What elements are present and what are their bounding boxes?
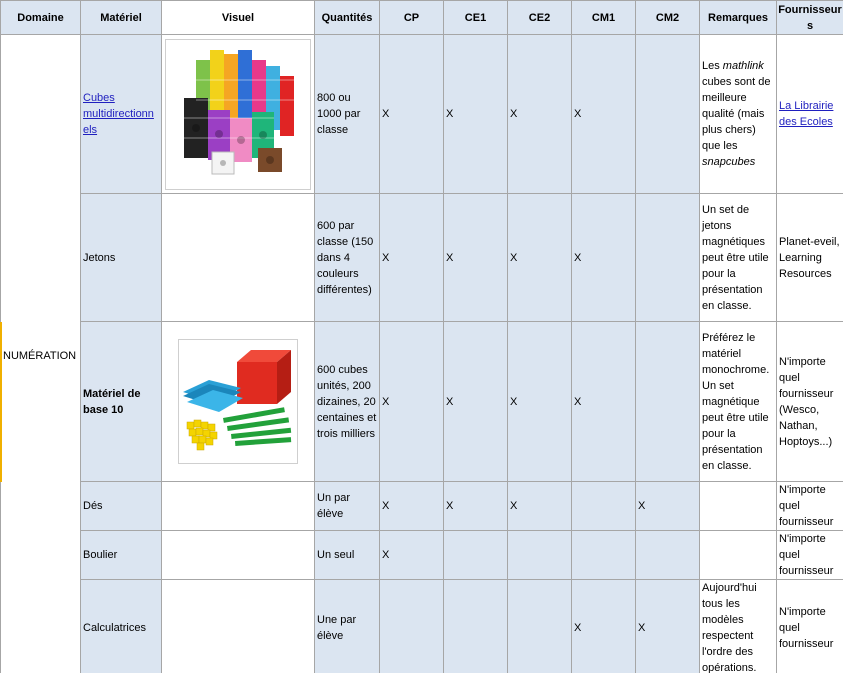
base-ten-blocks-image	[178, 339, 298, 464]
remarque-emphasis: snapcubes	[702, 156, 756, 168]
table-row	[1, 482, 843, 531]
cm1-cell[interactable]: X	[572, 580, 636, 673]
materiel-cell[interactable]	[81, 35, 162, 194]
ce1-cell[interactable]: X	[444, 482, 508, 531]
cm2-cell[interactable]: X	[636, 482, 700, 531]
table-row	[1, 322, 843, 482]
fournisseur-cell[interactable]	[777, 35, 843, 194]
table-row	[1, 531, 843, 580]
multilink-cubes-image	[165, 39, 311, 190]
header-visuel[interactable]: Visuel	[162, 1, 315, 35]
quantites-cell[interactable]: 600 cubes unités, 200 dizaines, 20 centaines et trois milliers	[315, 322, 380, 482]
materiel-cell[interactable]: Boulier	[81, 531, 162, 580]
table-row	[1, 35, 843, 194]
ce1-cell[interactable]	[444, 531, 508, 580]
quantites-cell[interactable]: 600 par classe (150 dans 4 couleurs différentes)	[315, 194, 380, 322]
header-ce1[interactable]: CE1	[444, 1, 508, 35]
materiel-cell[interactable]: Dés	[81, 482, 162, 531]
cm1-cell[interactable]: X	[572, 35, 636, 194]
domain-cell[interactable]	[1, 35, 81, 673]
cp-cell[interactable]: X	[380, 194, 444, 322]
header-fournisseurs[interactable]: Fournisseurs	[777, 1, 843, 35]
ce2-cell[interactable]	[508, 580, 572, 673]
materiel-cell[interactable]: Matériel de base 10	[81, 322, 162, 482]
remarques-cell[interactable]	[700, 482, 777, 531]
cm2-cell[interactable]	[636, 531, 700, 580]
materiel-cell[interactable]: Jetons	[81, 194, 162, 322]
cm2-cell[interactable]	[636, 35, 700, 194]
quantites-cell[interactable]: Un par élève	[315, 482, 380, 531]
remarque-text: Les	[702, 60, 723, 72]
cm2-cell[interactable]	[636, 194, 700, 322]
cm2-cell[interactable]: X	[636, 580, 700, 673]
cm1-cell[interactable]	[572, 482, 636, 531]
header-cp[interactable]: CP	[380, 1, 444, 35]
visuel-cell[interactable]	[162, 580, 315, 673]
ce1-cell[interactable]: X	[444, 322, 508, 482]
cm2-cell[interactable]	[636, 322, 700, 482]
header-materiel[interactable]: Matériel	[81, 1, 162, 35]
header-cm2[interactable]: CM2	[636, 1, 700, 35]
cp-cell[interactable]: X	[380, 531, 444, 580]
fournisseur-cell[interactable]: N'importe quel fournisseur	[777, 580, 843, 673]
remarques-cell[interactable]: Aujourd'hui tous les modèles respectent l'ordre des opérations.	[700, 580, 777, 673]
remarques-cell[interactable]	[700, 531, 777, 580]
cp-cell[interactable]	[380, 580, 444, 673]
remarque-text: cubes sont de meilleure qualité (mais plus chers) que les	[702, 76, 771, 152]
domain-label: NUMÉRATION	[3, 349, 77, 362]
remarque-emphasis: mathlink	[722, 60, 764, 72]
materiel-link-cubes[interactable]: Cubes multidirectionnels	[83, 92, 154, 136]
ce2-cell[interactable]: X	[508, 35, 572, 194]
ce2-cell[interactable]: X	[508, 194, 572, 322]
fournisseur-link-librairie[interactable]: La Librairie des Ecoles	[779, 100, 834, 128]
ce2-cell[interactable]: X	[508, 322, 572, 482]
row-selection-edge	[0, 322, 2, 482]
materiel-cell[interactable]: Calculatrices	[81, 580, 162, 673]
cm1-cell[interactable]: X	[572, 194, 636, 322]
header-ce2[interactable]: CE2	[508, 1, 572, 35]
fournisseur-cell[interactable]: N'importe quel fournisseur	[777, 482, 843, 531]
fournisseur-cell[interactable]: N'importe quel fournisseur (Wesco, Nathan, Hoptoys...)	[777, 322, 843, 482]
header-domaine[interactable]: Domaine	[1, 1, 81, 35]
remarques-cell[interactable]: Préférez le matériel monochrome. Un set magnétique peut être utile pour la présentation en classe.	[700, 322, 777, 482]
ce1-cell[interactable]: X	[444, 35, 508, 194]
quantites-cell[interactable]: 800 ou 1000 par classe	[315, 35, 380, 194]
fournisseur-cell[interactable]: N'importe quel fournisseur	[777, 531, 843, 580]
cp-cell[interactable]: X	[380, 322, 444, 482]
ce2-cell[interactable]: X	[508, 482, 572, 531]
visuel-cell[interactable]	[162, 35, 315, 194]
ce2-cell[interactable]	[508, 531, 572, 580]
remarques-cell[interactable]: Un set de jetons magnétiques peut être utile pour la présentation en classe.	[700, 194, 777, 322]
visuel-cell[interactable]	[162, 322, 315, 482]
remarques-cell[interactable]	[700, 35, 777, 194]
ce1-cell[interactable]	[444, 580, 508, 673]
cp-cell[interactable]: X	[380, 482, 444, 531]
visuel-cell[interactable]	[162, 531, 315, 580]
quantites-cell[interactable]: Une par élève	[315, 580, 380, 673]
fournisseur-cell[interactable]: Planet-eveil, Learning Resources	[777, 194, 843, 322]
table-row	[1, 580, 843, 673]
cp-cell[interactable]: X	[380, 35, 444, 194]
header-row	[1, 1, 843, 35]
header-quantites[interactable]: Quantités	[315, 1, 380, 35]
table-row	[1, 194, 843, 322]
header-cm1[interactable]: CM1	[572, 1, 636, 35]
quantites-cell[interactable]: Un seul	[315, 531, 380, 580]
ce1-cell[interactable]: X	[444, 194, 508, 322]
header-remarques[interactable]: Remarques	[700, 1, 777, 35]
cm1-cell[interactable]	[572, 531, 636, 580]
visuel-cell[interactable]	[162, 482, 315, 531]
cm1-cell[interactable]: X	[572, 322, 636, 482]
visuel-cell[interactable]	[162, 194, 315, 322]
